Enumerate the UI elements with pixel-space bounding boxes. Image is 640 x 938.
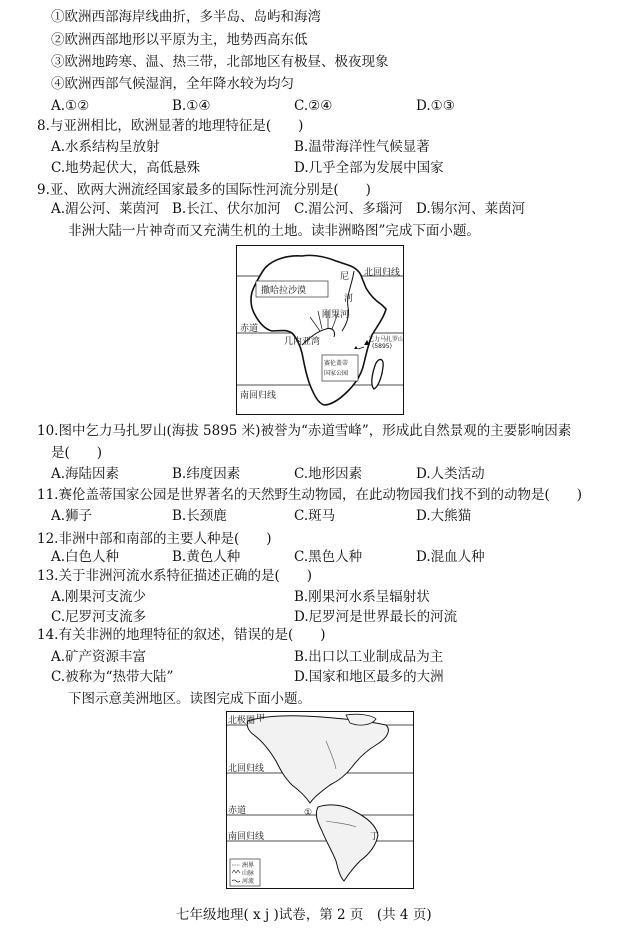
legend-label-mountain: 山脉 [242, 870, 255, 877]
jia-label: 甲 [256, 714, 266, 724]
answer-option: D.尼罗河是世界最长的河流 [294, 609, 458, 625]
marker-one-label: ① [304, 808, 313, 818]
answer-option: D.混血人种 [416, 549, 485, 565]
answer-option: C.湄公河、多瑙河 [294, 201, 403, 217]
answer-option: C.地势起伏大，高低悬殊 [51, 160, 201, 176]
answer-option: A.狮子 [51, 508, 93, 524]
text-line: ①欧洲西部海岸线曲折，多半岛、岛屿和海湾 [51, 9, 321, 25]
text-line: ③欧洲地跨寒、温、热三带，北部地区有极昼、极夜现象 [51, 54, 389, 70]
legend-label-river: 河流 [242, 878, 255, 885]
answer-option: B.刚果河水系呈辐射状 [294, 589, 430, 605]
answer-option: B.温带海洋性气候显著 [294, 139, 430, 155]
text-line: ②欧洲西部地形以平原为主，地势西高东低 [51, 32, 308, 48]
answer-option: C.斑马 [294, 508, 336, 524]
answer-option: A.①② [51, 98, 90, 114]
answer-option: B.长颈鹿 [172, 508, 227, 524]
text-line: 是( ) [51, 445, 103, 461]
legend-label-border: 洲界 [242, 862, 255, 869]
answer-option: B.纬度因素 [172, 466, 241, 482]
answer-option: A.海陆因素 [51, 466, 120, 482]
text-line: 非洲大陆一片神奇而又充满生机的土地。读非洲略图”完成下面小题。 [68, 223, 480, 239]
america-equator-label: 赤道 [228, 806, 247, 816]
answer-option: D.人类活动 [416, 466, 485, 482]
answer-option: A.湄公河、莱茵河 [51, 201, 160, 217]
answer-option: A.白色人种 [51, 549, 120, 565]
kilimanjaro-label: 乞力马扎罗山 [368, 336, 404, 343]
kilimanjaro-alt-label: (5895) [372, 343, 392, 350]
answer-option: B.长江、伏尔加河 [172, 201, 281, 217]
text-line: ④欧洲西部气候湿润，全年降水较为均匀 [51, 76, 294, 92]
answer-option: A.矿产资源丰富 [51, 649, 147, 665]
answer-option: D.锡尔河、莱茵河 [416, 201, 526, 217]
answer-option: A.刚果河支流少 [51, 589, 147, 605]
answer-option: D.国家和地区最多的大洲 [294, 669, 444, 685]
africa-north-tropic-label: 北回归线 [364, 268, 401, 278]
answer-option: C.②④ [294, 98, 333, 114]
africa-south-tropic-label: 南回归线 [240, 391, 277, 401]
answer-option: D.几乎全部为发展中国家 [294, 160, 444, 176]
answer-option: D.①③ [416, 98, 455, 114]
answer-option: C.被称为“热带大陆” [51, 669, 174, 685]
serengeti-box [322, 355, 358, 381]
africa-map [236, 245, 404, 415]
serengeti-label-1: 赛伦盖蒂 [324, 360, 349, 367]
sahara-label: 撒哈拉沙漠 [261, 286, 307, 296]
nile-label-bottom: 河 [344, 294, 354, 304]
answer-option: B.①④ [172, 98, 211, 114]
answer-option: D.大熊猫 [416, 508, 472, 524]
answer-option: C.尼罗河支流多 [51, 609, 147, 625]
text-line: 14.有关非洲的地理特征的叙述，错误的是( ) [37, 627, 326, 643]
america-map [226, 711, 414, 889]
ding-label: 丁 [370, 832, 380, 842]
guinea-bay-label: 几内亚湾 [284, 337, 321, 347]
answer-option: B.出口以工业制成品为主 [294, 649, 444, 665]
text-line: 12.非洲中部和南部的主要人种是( ) [37, 531, 272, 547]
america-north-tropic-label: 北回归线 [228, 764, 265, 774]
africa-equator-label: 赤道 [240, 324, 259, 334]
answer-option: C.地形因素 [294, 466, 363, 482]
page-footer: 七年级地理( x j )试卷，第 2 页 (共 4 页) [176, 907, 432, 923]
text-line: 8.与亚洲相比，欧洲显著的地理特征是( ) [37, 118, 304, 134]
text-line: 13.关于非洲河流水系特征描述正确的是( ) [37, 568, 313, 584]
answer-option: C.黑色人种 [294, 549, 363, 565]
arctic-circle-label: 北极圈 [228, 716, 256, 726]
america-south-tropic-label: 南回归线 [228, 832, 265, 842]
nile-label-top: 尼 [340, 272, 350, 282]
text-line: 9.亚、欧两大洲流经国家最多的国际性河流分别是( ) [37, 182, 371, 198]
answer-option: B.黄色人种 [172, 549, 241, 565]
text-line: 下图示意美洲地区。读图完成下面小题。 [68, 691, 311, 707]
serengeti-label-2: 国家公园 [324, 370, 349, 377]
answer-option: A.水系结构呈放射 [51, 139, 160, 155]
text-line: 10.图中乞力马扎罗山(海拔 5895 米)被誉为“赤道雪峰”，形成此自然景观的主要影响因素 [37, 423, 572, 439]
congo-label: 刚果河 [322, 310, 350, 320]
text-line: 11.赛伦盖蒂国家公园是世界著名的天然野生动物园，在此动物园我们找不到的动物是( ) [37, 487, 583, 503]
